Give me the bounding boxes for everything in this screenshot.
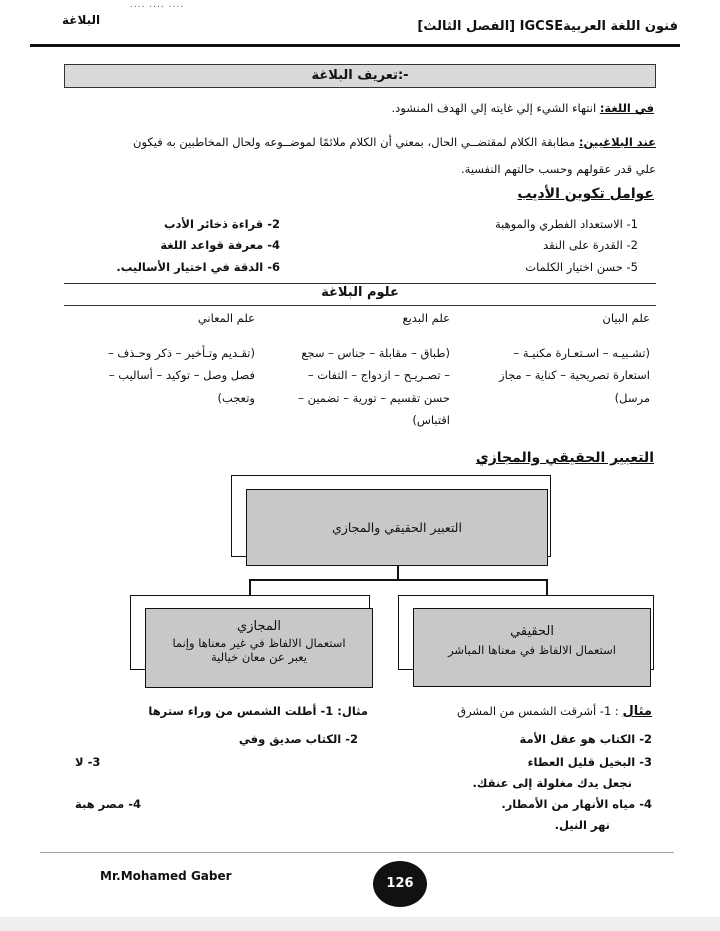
example-left-1: مثال: 1- أطلت الشمس من وراء سترها <box>148 704 368 718</box>
header-dots: .... .... .... <box>130 0 185 10</box>
example-label: مثال <box>622 704 652 719</box>
bayan-line-1: (تشـبيـه – اسـتعـارة مكنيـة – <box>513 346 650 360</box>
factor-5: 5- حسن اختيار الكلمات <box>525 260 638 274</box>
footer-divider <box>40 852 674 853</box>
chapter-label: البلاغة <box>62 13 101 27</box>
rhet-label: عند البلاغيين: <box>578 135 656 149</box>
majazi-desc-1: استعمال الالفاظ في غير معناها وإنما <box>172 636 346 650</box>
rhet-definition <box>56 135 656 149</box>
connector-horizontal <box>249 579 547 581</box>
haqiqi-title: الحقيقي <box>510 624 554 639</box>
header-divider <box>30 44 680 47</box>
definition-title: تعريف البلاغة:- <box>64 64 656 88</box>
lang-text: انتهاء الشيء إلي غايته إلي الهدف المنشود. <box>391 101 600 115</box>
header-bayan: علم البيان <box>602 311 650 325</box>
root-box: التعبير الحقيقي والمجازي <box>246 489 548 566</box>
factor-1: 1- الاستعداد الفطري والموهبة <box>494 217 638 231</box>
bottom-band <box>0 917 720 931</box>
majazi-title: المجازي <box>237 619 281 634</box>
badee-line-4: اقتباس) <box>412 413 450 427</box>
haqiqi-desc: استعمال الالفاظ في معناها المباشر <box>448 643 616 657</box>
example-left-3: 3- لا <box>75 755 101 769</box>
example-right-2: 2- الكتاب هو عقل الأمة <box>519 732 652 746</box>
majazi-desc-2: يعبر عن معان خيالية <box>210 650 308 664</box>
factor-4: 4- معرفة قواعد اللغة <box>160 238 280 252</box>
factors-title: عوامل تكوين الأديب <box>517 186 654 202</box>
example-left-2: 2- الكتاب صديق وفي <box>238 732 358 746</box>
example-right-1 <box>457 704 652 719</box>
bayan-line-2: استعارة تصريحية – كناية – مجاز <box>499 368 650 382</box>
factor-6: 6- الدقة في اختيار الأساليب. <box>116 260 280 274</box>
expression-title: التعبير الحقيقي والمجازي <box>475 450 654 466</box>
factor-3: 2- القدرة على النقد <box>543 238 638 252</box>
header-maani: علم المعاني <box>197 311 255 325</box>
haqiqi-box <box>413 608 651 687</box>
bayan-line-3: مرسل) <box>614 391 650 405</box>
sciences-bottom-rule <box>64 305 656 306</box>
lang-label: في اللغة: <box>599 101 654 115</box>
badee-line-2: – تصـريـح – ازدواج – التفات – <box>307 368 450 382</box>
badee-line-3: حسن تقسيم – تورية – تضمين – <box>298 391 450 405</box>
connector-vertical <box>397 566 399 580</box>
example-left-4: 4- مصر هبة <box>75 797 142 811</box>
lang-definition <box>54 101 654 115</box>
sciences-title: علوم البلاغة <box>321 285 399 300</box>
maani-line-2: فصل وصل – توكيد – أساليب – <box>108 368 255 382</box>
example-right-4b: نهر النيل. <box>554 818 610 832</box>
maani-line-1: (تقـديم وتـأخير – ذكر وحـذف – <box>107 346 255 360</box>
rhet-text-2: علي قدر عقولهم وحسب حالتهم النفسية. <box>461 162 656 176</box>
rhet-text-1: مطابقة الكلام لمقتضــي الحال، بمعني أن الكلام ملائمًا لموضــوعه ولحال المخاطبين به فيكون <box>133 135 579 149</box>
connector-left <box>249 579 251 595</box>
example-right-3b: نجعل يدك مغلولة إلى عنقك. <box>472 776 632 790</box>
example-r1-text: : 1- أشرقت الشمس من المشرق <box>457 704 623 718</box>
example-right-3a: 3- البخيل قليل العطاء <box>527 755 652 769</box>
badee-line-1: (طباق – مقابلة – جناس – سجع <box>301 346 450 360</box>
majazi-box <box>145 608 373 688</box>
page-number: 126 <box>373 861 427 907</box>
course-title: فنون اللغة العربيةIGCSE [الفصل الثالث] <box>417 19 678 34</box>
header-badee: علم البديع <box>402 311 450 325</box>
example-right-4a: 4- مياه الأنهار من الأمطار. <box>501 797 652 811</box>
sciences-top-rule <box>64 283 656 284</box>
author-name: Mr.Mohamed Gaber <box>100 869 232 883</box>
maani-line-3: وتعجب) <box>217 391 255 405</box>
factor-2: 2- قراءة ذخائر الأدب <box>163 217 280 231</box>
connector-right <box>546 579 548 595</box>
